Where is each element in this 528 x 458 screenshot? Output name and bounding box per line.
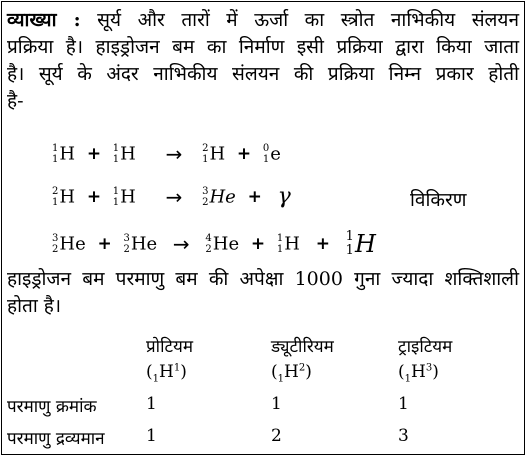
isotope-tritium: $(_1H^3)$ [398,362,439,385]
plus-sign: + [97,234,112,254]
radiation-label: विकिरण [410,189,467,211]
gamma-symbol: γ [277,184,291,209]
nuclide: 1 1 H [52,143,76,165]
nuclide: 1 1 H [112,185,136,208]
paragraph-line-3: है। सूर्य के अंदर नाभिकीय संलयन की प्रक्रिया निम्न प्रकार होती [7,63,519,85]
fusion-equation-1 [52,142,281,172]
paragraph-line-4: है- [7,90,24,112]
header-protium: प्रोटियम [146,337,194,357]
table-cell: 1 [271,394,282,414]
nuclide: 1 1 H [345,229,376,258]
plus-sign: + [236,144,252,164]
paragraph-line-1: हाइड्रोजन बम परमाणु बम की अपेक्षा 1000 गुना ज्यादा शक्तिशाली [7,268,519,290]
table-cell: 1 [146,394,157,414]
explanation-paragraph [7,7,519,115]
nuclide: 0 1 e [262,143,281,165]
nuclide: 2 1 H [202,143,226,165]
table-cell: 3 [398,426,409,446]
nuclide: 3 2 He [202,185,236,208]
plus-sign: + [250,234,266,254]
row-label-atomic-number: परमाणु क्रमांक [7,397,97,417]
nuclide: 3 2 He [52,233,86,255]
plus-sign: + [86,186,102,207]
table-cell: 1 [398,394,409,414]
fusion-equation-3 [52,230,376,260]
isotope-protium: $(_1H^1)$ [146,362,187,385]
nuclide: 1 1 H [112,143,136,165]
reaction-arrow: → [172,232,190,256]
explanation-label: व्याख्या : [7,9,81,31]
nuclide: 2 1 H [52,185,76,208]
reaction-arrow: → [165,184,183,209]
reaction-arrow: → [165,142,183,166]
plus-sign: + [247,186,262,207]
paragraph-line-2: होता है। [7,295,62,317]
paragraph-text: सूर्य और तारों में ऊर्जा का स्त्रोत नाभिकीय संलयन [97,9,519,31]
comparison-paragraph [7,266,519,320]
nuclide: 1 1 H [276,233,300,255]
nuclide: 3 2 He [123,233,158,255]
paragraph-line-1 [7,7,519,34]
nuclide: 4 2 He [205,233,240,255]
paragraph-line-2: प्रक्रिया है। हाइड्रोजन बम का निर्माण इसी प्रक्रिया द्वारा किया जाता [7,36,519,58]
isotope-deuterium: $(_1H^2)$ [271,362,312,385]
table-cell: 2 [271,426,282,446]
plus-sign: + [315,234,330,254]
plus-sign: + [86,144,102,164]
fusion-equation-2 [52,184,291,214]
table-cell: 1 [146,426,157,446]
header-deuterium: ड्यूटीरियम [271,337,334,357]
row-label-atomic-mass: परमाणु द्रव्यमान [7,429,105,449]
header-tritium: ट्राइटियम [398,337,453,357]
